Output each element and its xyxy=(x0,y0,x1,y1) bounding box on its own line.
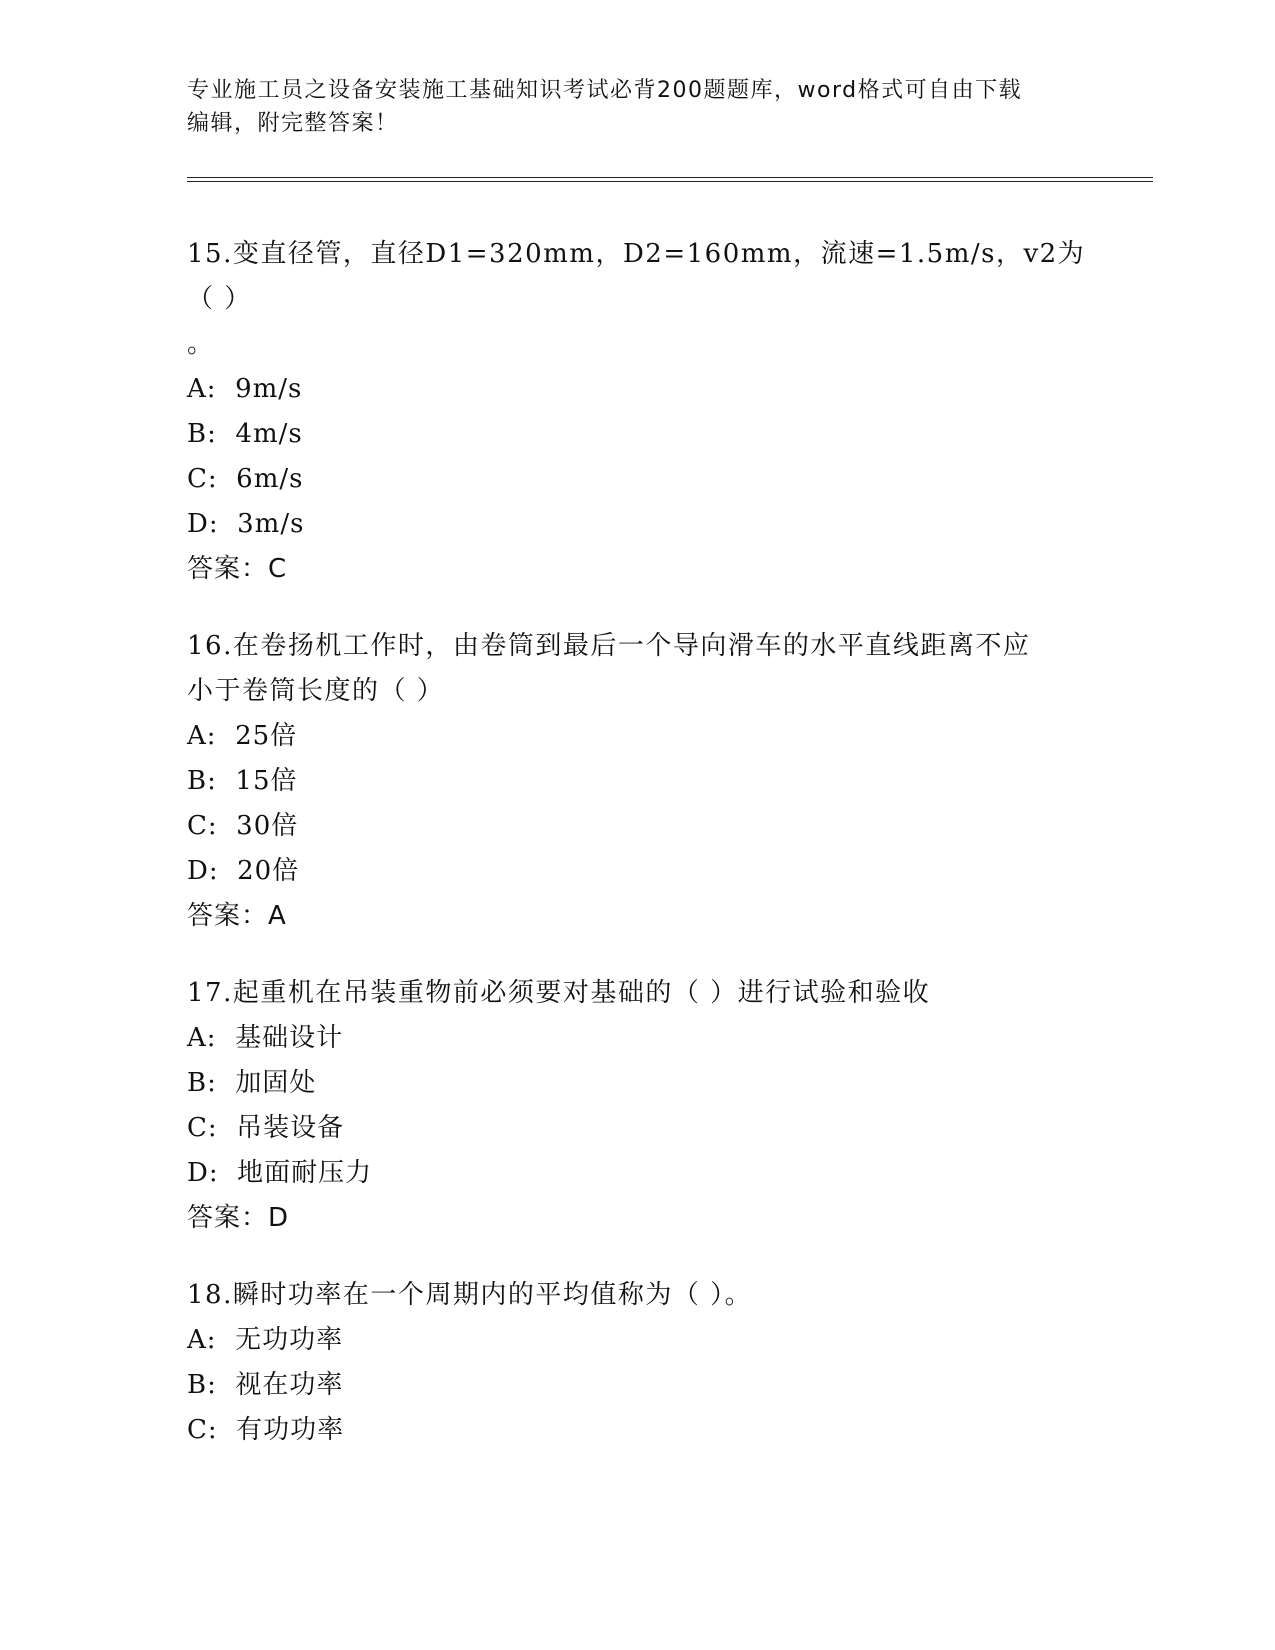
question-15 xyxy=(187,232,1087,592)
option-b: B: 加固处 xyxy=(187,1068,317,1098)
document-header xyxy=(187,74,1087,140)
answer-line: 答案：C xyxy=(187,554,288,584)
question-stem: 15.变直径管，直径D1=320mm，D2=160mm，流速=1.5m/s，v2为（ ） xyxy=(187,239,1086,314)
option-d: D: 20倍 xyxy=(187,856,300,886)
option-a: A: 25倍 xyxy=(187,721,298,751)
question-stem: 18.瞬时功率在一个周期内的平均值称为（ ）。 xyxy=(187,1280,753,1310)
option-c: C: 30倍 xyxy=(187,811,299,841)
answer-line: 答案：D xyxy=(187,1203,290,1233)
option-d: D: 3m/s xyxy=(187,509,305,539)
header-divider-top xyxy=(187,177,1153,178)
question-list xyxy=(187,232,1087,1485)
option-b: B: 15倍 xyxy=(187,766,298,796)
option-d: D: 地面耐压力 xyxy=(187,1158,373,1188)
option-c: C: 有功功率 xyxy=(187,1415,345,1445)
answer-line: 答案：A xyxy=(187,901,287,931)
option-c: C: 吊装设备 xyxy=(187,1113,345,1143)
question-18 xyxy=(187,1273,1087,1453)
question-stem-continuation: 。 xyxy=(187,329,215,359)
header-divider-bottom xyxy=(187,181,1153,182)
option-a: A: 9m/s xyxy=(187,374,303,404)
option-b: B: 4m/s xyxy=(187,419,303,449)
option-b: B: 视在功率 xyxy=(187,1370,344,1400)
question-stem: 16.在卷扬机工作时，由卷筒到最后一个导向滑车的水平直线距离不应 xyxy=(187,631,1031,661)
question-stem-continuation: 小于卷筒长度的（ ） xyxy=(187,676,445,706)
header-title-line-1: 专业施工员之设备安装施工基础知识考试必背200题题库，word格式可自由下载 xyxy=(187,78,1023,103)
header-title-line-2: 编辑，附完整答案！ xyxy=(187,111,399,136)
option-c: C: 6m/s xyxy=(187,464,304,494)
question-17 xyxy=(187,971,1087,1241)
question-16 xyxy=(187,624,1087,939)
question-stem: 17.起重机在吊装重物前必须要对基础的（ ）进行试验和验收 xyxy=(187,978,931,1008)
option-a: A: 基础设计 xyxy=(187,1023,344,1053)
option-a: A: 无功功率 xyxy=(187,1325,344,1355)
